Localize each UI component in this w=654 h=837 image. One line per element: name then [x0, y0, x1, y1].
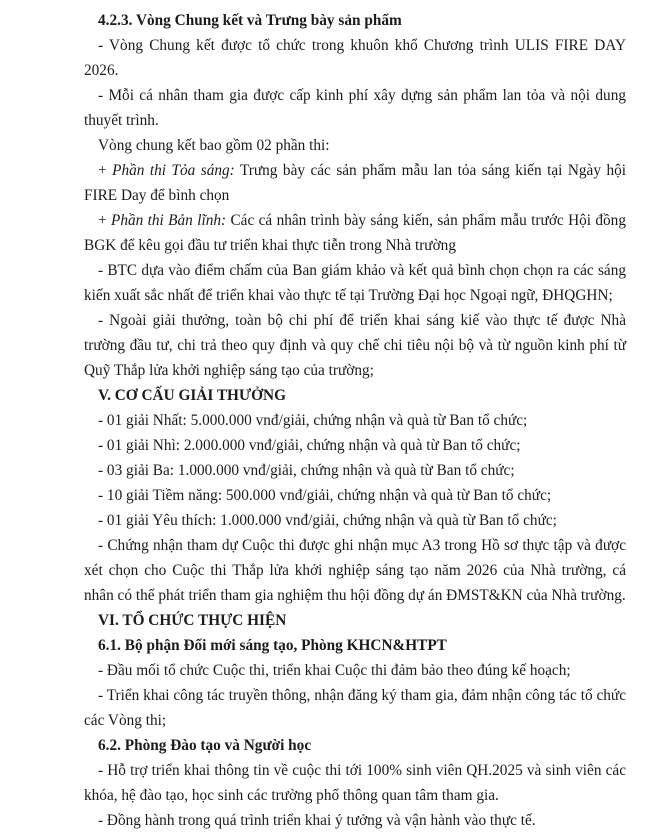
paragraph: - 03 giải Ba: 1.000.000 vnđ/giải, chứng nhận và quà từ Ban tổ chức;	[98, 462, 515, 479]
list-marker: +	[98, 212, 111, 229]
paragraph: - Mỗi cá nhân tham gia được cấp kinh phí xây dựng sản phẩm lan tỏa và nội dung thuyết trình.	[84, 87, 626, 129]
paragraph: - 01 giải Nhì: 2.000.000 vnđ/giải, chứng nhận và quà từ Ban tổ chức;	[98, 437, 521, 454]
contest-phase-label: Phần thi Tỏa sáng:	[112, 162, 235, 179]
paragraph: - Chứng nhận tham dự Cuộc thi được ghi nhận mục A3 trong Hồ sơ thực tập và được xét chọn cho Cuộc thi Thắp lửa khởi nghiệp sáng tạo năm 2026 của Nhà trường, cá nhân có thể phát triển tham gia nghiệm thu hội đồng dự án ĐMST&KN của Nhà trường.	[84, 537, 626, 604]
paragraph: - Vòng Chung kết được tổ chức trong khuôn khổ Chương trình ULIS FIRE DAY 2026.	[84, 37, 626, 79]
paragraph-text: Trưng bày các sản phẩm mẫu lan tỏa sáng kiến tại Ngày hội FIRE Day để bình chọn	[84, 162, 626, 204]
contest-phase-label: Phần thi Bản lĩnh:	[111, 212, 227, 229]
section-heading: 6.2. Phòng Đào tạo và Người học	[98, 737, 312, 754]
section-heading: 6.1. Bộ phận Đổi mới sáng tạo, Phòng KHCN&HTPT	[98, 637, 447, 654]
paragraph: - Đầu mối tổ chức Cuộc thi, triển khai Cuộc thi đảm bảo theo đúng kế hoạch;	[98, 662, 571, 679]
paragraph: - Triển khai công tác truyền thông, nhận đăng ký tham gia, đảm nhận công tác tổ chức các Vòng thi;	[84, 687, 626, 729]
paragraph: - Hỗ trợ triển khai thông tin về cuộc thi tới 100% sinh viên QH.2025 và sinh viên các khóa, hệ đào tạo, học sinh các trường phổ thông quan tâm tham gia.	[84, 762, 626, 804]
paragraph: - Đồng hành trong quá trình triển khai ý tưởng và vận hành vào thực tế.	[98, 812, 536, 829]
section-heading: V. CƠ CẤU GIẢI THƯỞNG	[98, 387, 286, 404]
paragraph: - 01 giải Nhất: 5.000.000 vnđ/giải, chứng nhận và quà từ Ban tổ chức;	[98, 412, 528, 429]
section-heading: 4.2.3. Vòng Chung kết và Trưng bày sản phẩm	[98, 12, 402, 29]
list-marker: +	[98, 162, 113, 179]
paragraph: - 10 giải Tiềm năng: 500.000 vnđ/giải, chứng nhận và quà từ Ban tổ chức;	[98, 487, 552, 504]
paragraph: Vòng chung kết bao gồm 02 phần thi:	[98, 137, 330, 154]
paragraph-text: Các cá nhân trình bày sáng kiến, sản phẩm mẫu trước Hội đồng BGK để kêu gọi đầu tư triển khai thực tiễn trong Nhà trường	[84, 212, 626, 254]
paragraph	[84, 158, 626, 208]
section-heading: VI. TỔ CHỨC THỰC HIỆN	[98, 612, 287, 629]
paragraph: - 01 giải Yêu thích: 1.000.000 vnđ/giải, chứng nhận và quà từ Ban tổ chức;	[98, 512, 557, 529]
paragraph: - Ngoài giải thưởng, toàn bộ chi phí để triển khai sáng kiế vào thực tế được Nhà trường đầu tư, chi trả theo quy định và quy chế chi tiêu nội bộ và từ nguồn kinh phí từ Quỹ Thắp lửa khởi nghiệp sáng tạo của trường;	[84, 312, 626, 379]
text-block	[84, 8, 626, 833]
paragraph: - BTC dựa vào điểm chấm của Ban giám khảo và kết quả bình chọn chọn ra các sáng kiến xuất sắc nhất để triển khai vào thực tế tại Trường Đại học Ngoại ngữ, ĐHQGHN;	[84, 262, 626, 304]
paragraph	[84, 208, 626, 258]
